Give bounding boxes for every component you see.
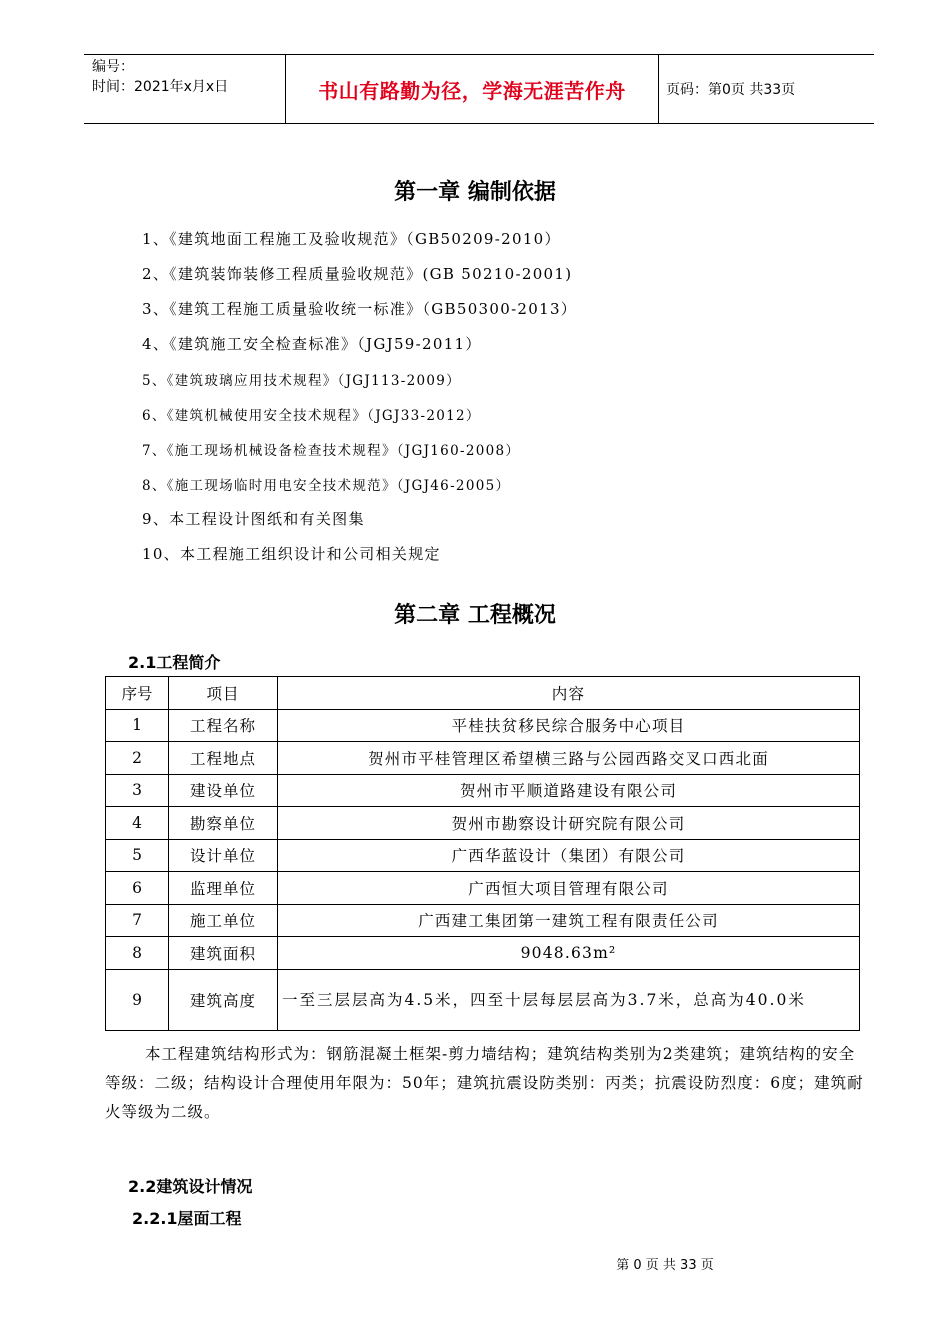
table-cell: 8 <box>106 937 169 970</box>
table-row <box>106 904 860 937</box>
table-cell: 3 <box>106 774 169 807</box>
reference-item: 4、《建筑施工安全检查标准》（JGJ59-2011） <box>142 335 482 353</box>
page-footer: 第 0 页 共 33 页 <box>616 1258 714 1273</box>
header-divider <box>658 55 659 123</box>
table-cell: 广西恒大项目管理有限公司 <box>278 872 860 905</box>
reference-item: 10、本工程施工组织设计和公司相关规定 <box>142 545 441 563</box>
table-row <box>106 807 860 840</box>
structure-paragraph: 本工程建筑结构形式为：钢筋混凝土框架-剪力墙结构；建筑结构类别为2类建筑；建筑结构的安全等级：二级；结构设计合理使用年限为：50年；建筑抗震设防类别：丙类；抗震设防烈度：6度；建筑耐火等级为二级。 <box>105 1045 864 1121</box>
table-cell: 工程名称 <box>169 709 278 742</box>
reference-item: 9、本工程设计图纸和有关图集 <box>142 510 365 528</box>
page-header <box>84 54 874 124</box>
table-cell: 7 <box>106 904 169 937</box>
table-cell: 广西华蓝设计（集团）有限公司 <box>278 839 860 872</box>
chapter-2-title: 第二章 工程概况 <box>394 603 556 628</box>
table-header-cell: 序号 <box>106 677 169 710</box>
table-cell: 工程地点 <box>169 742 278 775</box>
reference-item: 2、《建筑装饰装修工程质量验收规范》(GB 50210-2001) <box>142 265 573 283</box>
table-cell: 4 <box>106 807 169 840</box>
table-row <box>106 709 860 742</box>
table-header-cell: 内容 <box>278 677 860 710</box>
table-cell: 9048.63m² <box>278 937 860 970</box>
table-row <box>106 742 860 775</box>
table-cell: 施工单位 <box>169 904 278 937</box>
header-meta <box>92 57 228 97</box>
table-header-cell: 项目 <box>169 677 278 710</box>
table-row <box>106 937 860 970</box>
reference-item: 1、《建筑地面工程施工及验收规范》（GB50209-2010） <box>142 230 561 248</box>
table-cell: 一至三层层高为4.5米，四至十层每层层高为3.7米，总高为40.0米 <box>278 969 860 1030</box>
table-header-row <box>106 677 860 710</box>
table-cell: 2 <box>106 742 169 775</box>
reference-item: 5、《建筑玻璃应用技术规程》（JGJ113-2009） <box>142 373 461 389</box>
table-cell: 建筑高度 <box>169 969 278 1030</box>
table-cell: 贺州市平桂管理区希望横三路与公园西路交叉口西北面 <box>278 742 860 775</box>
table-cell: 1 <box>106 709 169 742</box>
table-cell: 设计单位 <box>169 839 278 872</box>
table-cell: 建筑面积 <box>169 937 278 970</box>
project-info-table <box>105 676 860 1031</box>
reference-item: 8、《施工现场临时用电安全技术规范》（JGJ46-2005） <box>142 478 511 494</box>
table-cell: 5 <box>106 839 169 872</box>
table-cell: 监理单位 <box>169 872 278 905</box>
table-cell: 平桂扶贫移民综合服务中心项目 <box>278 709 860 742</box>
table-cell: 建设单位 <box>169 774 278 807</box>
table-row <box>106 839 860 872</box>
header-motto: 书山有路勤为径，学海无涯苦作舟 <box>318 79 626 103</box>
reference-item: 3、《建筑工程施工质量验收统一标准》（GB50300-2013） <box>142 300 578 318</box>
section-2-2-heading: 2.2建筑设计情况 <box>128 1177 253 1196</box>
table-row <box>106 774 860 807</box>
chapter-1-title: 第一章 编制依据 <box>394 180 556 205</box>
table-cell: 广西建工集团第一建筑工程有限责任公司 <box>278 904 860 937</box>
section-2-1-heading: 2.1工程简介 <box>128 653 221 672</box>
reference-item: 7、《施工现场机械设备检查技术规程》（JGJ160-2008） <box>142 443 521 459</box>
table-cell: 6 <box>106 872 169 905</box>
table-row <box>106 969 860 1030</box>
table-cell: 贺州市平顺道路建设有限公司 <box>278 774 860 807</box>
document-number-label: 编号： <box>92 59 134 75</box>
reference-item: 6、《建筑机械使用安全技术规程》（JGJ33-2012） <box>142 408 481 424</box>
section-2-2-1-heading: 2.2.1屋面工程 <box>132 1209 242 1228</box>
table-cell: 贺州市勘察设计研究院有限公司 <box>278 807 860 840</box>
table-cell: 勘察单位 <box>169 807 278 840</box>
table-cell: 9 <box>106 969 169 1030</box>
document-time-label: 时间：2021年x月x日 <box>92 79 229 95</box>
table-row <box>106 872 860 905</box>
header-page-label: 页码：第0页 共33页 <box>666 82 796 98</box>
